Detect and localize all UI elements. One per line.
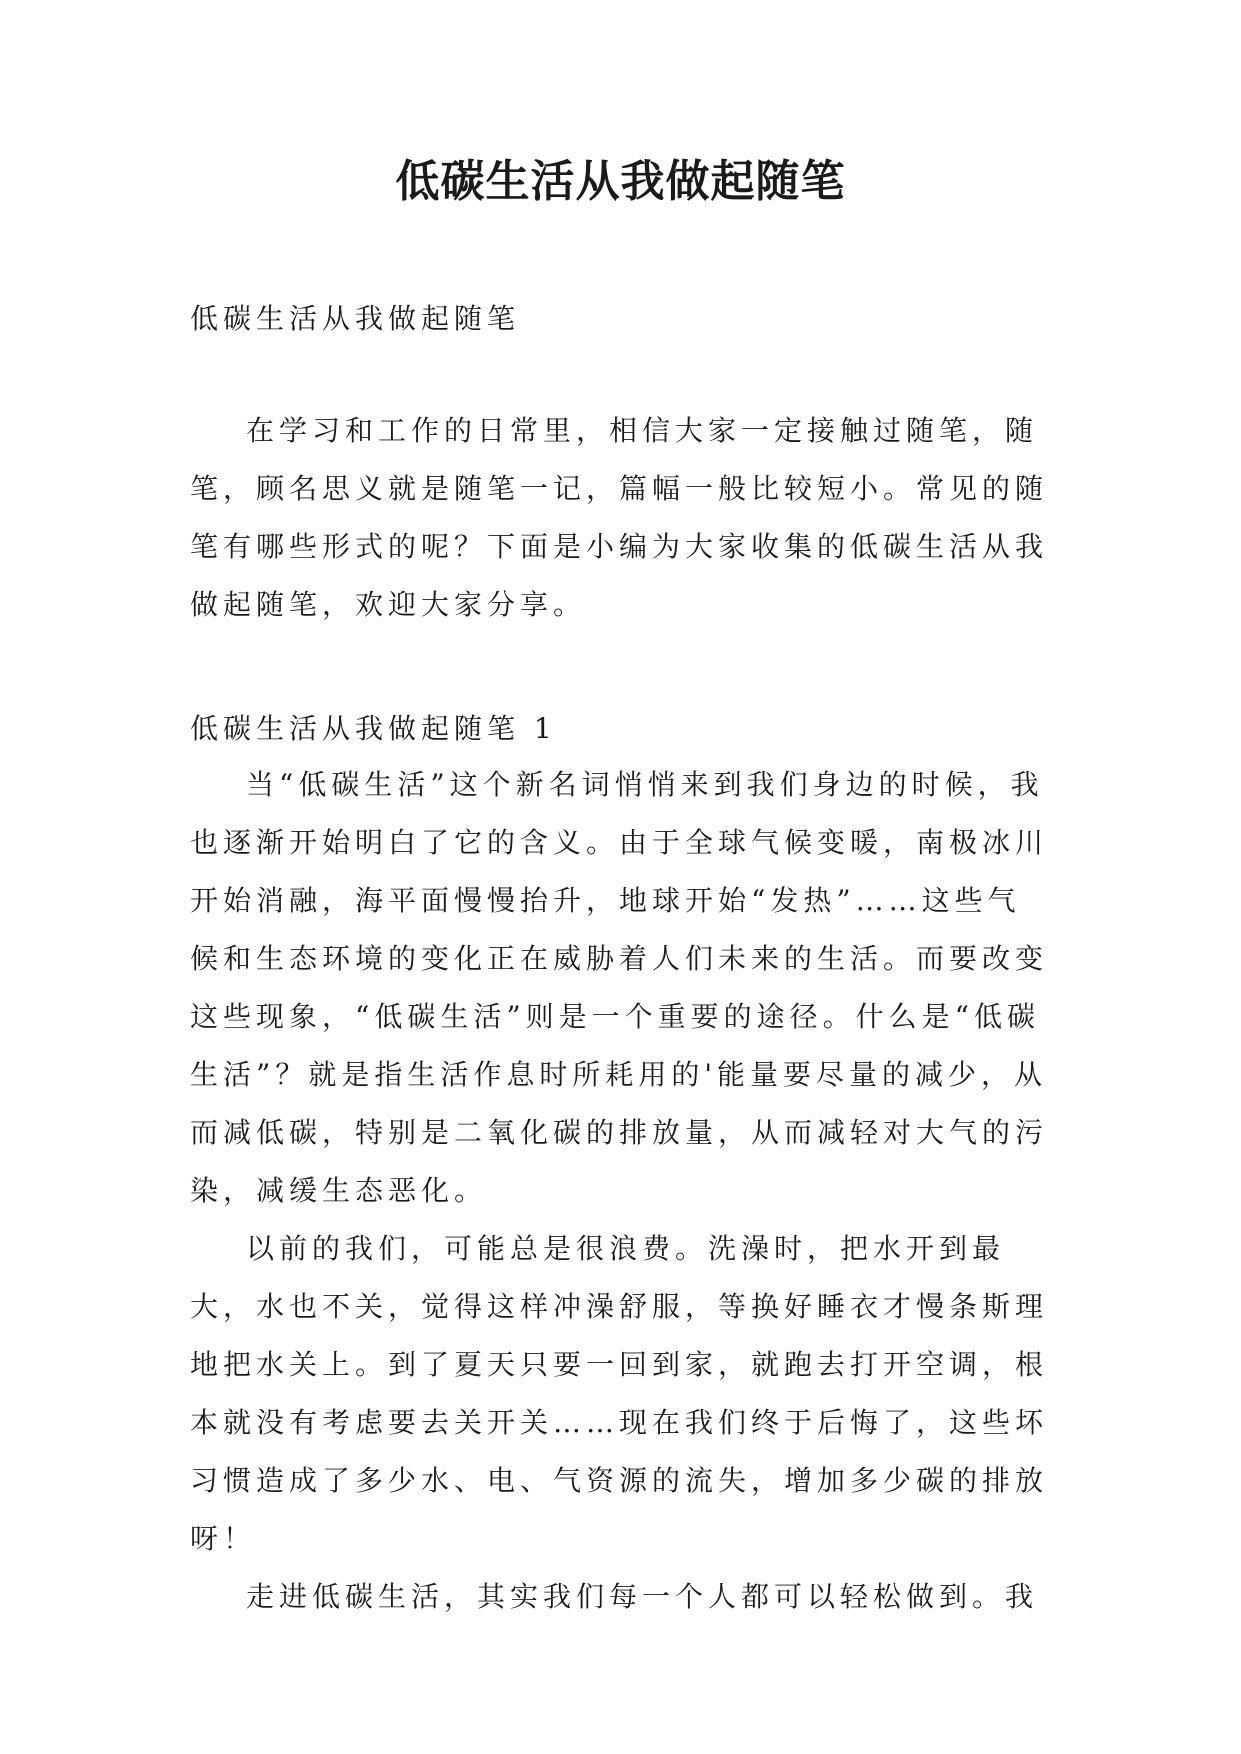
body-paragraph: 以前的我们，可能总是很浪费。洗澡时，把水开到最大，水也不关，觉得这样冲澡舒服，等换好睡衣才慢条斯理地把水关上。到了夏天只要一回到家，就跑去打开空调，根本就没有考虑要去关开关……现在我们终于后悔了，这些坏习惯造成了多少水、电、气资源的流失，增加多少碳的排放呀！ bbox=[190, 1232, 1049, 1555]
section-heading: 低碳生活从我做起随笔 1 bbox=[190, 712, 557, 745]
section-body bbox=[190, 756, 1052, 1626]
intro-paragraph: 在学习和工作的日常里，相信大家一定接触过随笔，随笔，顾名思义就是随笔一记，篇幅一般比较短小。常见的随笔有哪些形式的呢？下面是小编为大家收集的低碳生活从我做起随笔，欢迎大家分享。 bbox=[190, 414, 1049, 621]
document-subtitle: 低碳生活从我做起随笔 bbox=[190, 302, 521, 335]
body-paragraph: 走进低碳生活，其实我们每一个人都可以轻松做到。我 bbox=[246, 1580, 1039, 1613]
intro-section bbox=[190, 402, 1052, 634]
body-paragraph: 当“低碳生活”这个新名词悄悄来到我们身边的时候，我也逐渐开始明白了它的含义。由于全球气候变暖，南极冰川开始消融，海平面慢慢抬升，地球开始“发热”……这些气候和生态环境的变化正在威胁着人们未来的生活。而要改变这些现象，“低碳生活”则是一个重要的途径。什么是“低碳生活”？就是指生活作息时所耗用的'能量要尽量的减少，从而减低碳，特别是二氧化碳的排放量，从而减轻对大气的污染，减缓生态恶化。 bbox=[190, 768, 1049, 1207]
document-title: 低碳生活从我做起随笔 bbox=[395, 156, 846, 207]
